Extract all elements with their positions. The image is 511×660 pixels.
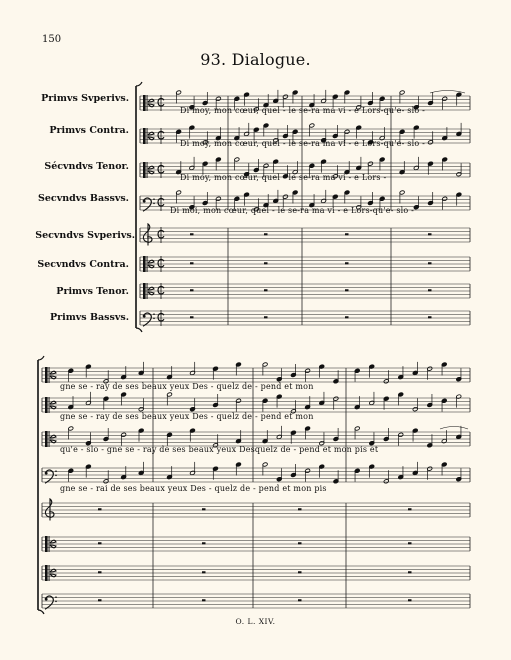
c-clef-icon xyxy=(49,565,50,581)
f-clef-icon xyxy=(55,601,57,603)
c-clef-icon xyxy=(49,536,50,552)
rest-mark xyxy=(98,571,102,573)
rest-mark xyxy=(264,316,268,318)
lyrics-s1-primus-superius: Di moy, mon cœur, quel - le se-ra ma vi - e Lors-qu'e- slo - xyxy=(180,106,425,115)
c-clef-icon xyxy=(143,95,146,111)
f-clef-icon xyxy=(55,475,57,477)
c-clef-icon xyxy=(49,397,50,413)
c-clef-icon xyxy=(143,283,146,299)
c-clef-icon xyxy=(143,162,146,178)
rest-mark xyxy=(428,233,432,235)
voice-label-secundus-tenor: Sécvndvs Tenor. xyxy=(44,161,129,172)
system-bracket xyxy=(38,610,44,614)
f-clef-icon xyxy=(153,203,155,205)
voice-label-primus-bassus: Primvs Bassvs. xyxy=(49,312,129,323)
rest-mark xyxy=(345,233,349,235)
rest-mark xyxy=(408,599,412,601)
rest-mark xyxy=(298,508,302,510)
rest-mark xyxy=(264,233,268,235)
f-clef-icon xyxy=(153,313,155,315)
lyrics-s2-secundus-tenor: qu'e - slo - gne se - ray de ses beaux yeux Desquelz de - pend et mon pis et xyxy=(60,445,379,454)
rest-mark xyxy=(428,262,432,264)
page-footer: O. L. XIV. xyxy=(235,617,276,626)
c-clef-icon xyxy=(143,256,146,272)
c-clef-icon xyxy=(147,283,148,299)
voice-label-secundus-superius: Secvndvs Svperivs. xyxy=(35,230,135,241)
page-title: 93. Dialogue. xyxy=(200,50,311,69)
voice-label-primus-superius: Primvs Svperivs. xyxy=(41,93,129,104)
c-clef-icon xyxy=(45,431,48,447)
rest-mark xyxy=(264,262,268,264)
system-bracket xyxy=(136,82,142,86)
rest-mark xyxy=(190,233,194,235)
slur xyxy=(440,427,468,430)
c-clef-icon xyxy=(143,128,146,144)
c-clef-icon xyxy=(49,431,50,447)
rest-mark xyxy=(98,599,102,601)
c-clef-icon xyxy=(45,536,48,552)
rest-mark xyxy=(408,542,412,544)
rest-mark xyxy=(190,262,194,264)
rest-mark xyxy=(202,542,206,544)
f-clef-icon xyxy=(143,200,146,203)
f-clef-icon xyxy=(45,472,48,475)
rest-mark xyxy=(98,508,102,510)
lyrics-s1-secundus-tenor: Di moy, mon cœur, quel - le se-ra ma vi - e Lors - xyxy=(180,173,387,182)
c-clef-icon xyxy=(45,367,48,383)
rest-mark xyxy=(202,508,206,510)
lyrics-s1-primus-contra: Di moy, mon cœur, quel - le se-ra ma vi - e Lors-qu'e- slo - xyxy=(180,139,425,148)
rest-mark xyxy=(345,262,349,264)
rest-mark xyxy=(264,289,268,291)
rest-mark xyxy=(98,542,102,544)
c-clef-icon xyxy=(49,367,50,383)
voice-label-primus-tenor: Primvs Tenor. xyxy=(56,286,129,297)
system-bracket xyxy=(136,328,142,332)
rest-mark xyxy=(408,571,412,573)
c-clef-icon xyxy=(147,162,148,178)
f-clef-icon xyxy=(55,470,57,472)
f-clef-icon xyxy=(45,598,48,601)
lyrics-s2-secundus-bassus: gne se - rai de ses beaux yeux Des - quelz de - pend et mon pis xyxy=(60,484,327,493)
rest-mark xyxy=(345,316,349,318)
lyrics-s1-secundus-bassus: Di moi, mon cœur, quel - le se-ra ma vi - e Lors-qu'e- slo - xyxy=(170,206,415,215)
voice-label-primus-contra: Primvs Contra. xyxy=(49,125,129,136)
rest-mark xyxy=(190,289,194,291)
rest-mark xyxy=(428,289,432,291)
rest-mark xyxy=(298,599,302,601)
rest-mark xyxy=(298,542,302,544)
c-clef-icon xyxy=(147,128,148,144)
f-clef-icon xyxy=(143,315,146,318)
rest-mark xyxy=(202,571,206,573)
page-number: 150 xyxy=(42,34,62,45)
lyrics-s2-primus-superius: gne se - ray de ses beaux yeux Des - quelz de - pend et mon xyxy=(60,382,314,391)
c-clef-icon xyxy=(147,256,148,272)
rest-mark xyxy=(428,316,432,318)
f-clef-icon xyxy=(55,596,57,598)
c-clef-icon xyxy=(147,95,148,111)
rest-mark xyxy=(298,571,302,573)
f-clef-icon xyxy=(153,198,155,200)
rest-mark xyxy=(345,289,349,291)
rest-mark xyxy=(202,599,206,601)
voice-label-secundus-contra: Secvndvs Contra. xyxy=(37,259,129,270)
c-clef-icon xyxy=(45,397,48,413)
rest-mark xyxy=(408,508,412,510)
lyrics-s2-primus-contra: gne se - ray de ses beaux yeux Des - quelz de - pend et mon xyxy=(60,412,314,421)
rest-mark xyxy=(190,316,194,318)
system-bracket xyxy=(38,356,44,360)
voice-label-secundus-bassus: Secvndvs Bassvs. xyxy=(38,193,129,204)
c-clef-icon xyxy=(45,565,48,581)
f-clef-icon xyxy=(153,318,155,320)
